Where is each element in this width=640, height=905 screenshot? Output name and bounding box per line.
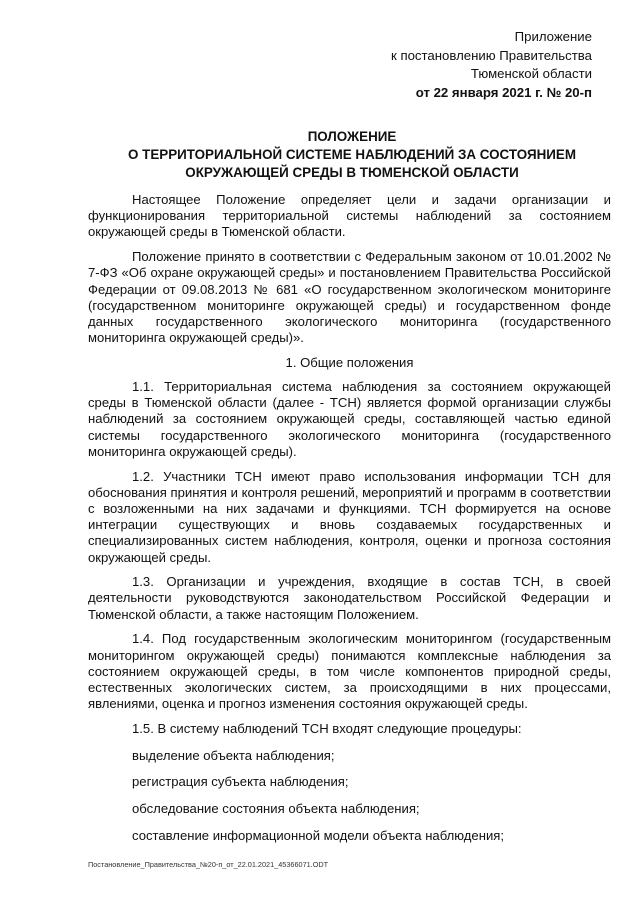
paragraph-1-1: 1.1. Территориальная система наблюдения за состоянием окружающей среды в Тюменской области (далее - ТСН) является формой организации службы наблюдений за состоянием окружающей среды, составляющей частью единой системы государственного экологического мониторинга (государственного мониторинга окружающей среды). [88,379,611,459]
appendix-date-number: от 22 января 2021 г. № 20-п [415,84,592,100]
list-item: обследование состояния объекта наблюдения; [132,801,420,816]
appendix-header [332,28,592,102]
appendix-line-2: к постановлению Правительства [391,47,592,63]
list-item: выделение объекта наблюдения; [132,747,335,763]
list-item: составление информационной модели объекта наблюдения; [132,827,504,843]
paragraph-1-4: 1.4. Под государственным экологическим мониторингом (государственным мониторингом окружающей среды) понимаются комплексные наблюдения за состоянием окружающей среды, в том числе компонентов природной среды, естественных экологических систем, за происходящими в них процессами, явлениями, оценка и прогноз изменения состояния окружающей среды. [88,631,611,712]
paragraph-1-2: 1.2. Участники ТСН имеют право использования информации ТСН для обоснования принятия и контроля решений, мероприятий и программ в соответствии с возложенными на них задачами и функциями. ТСН формируется на основе интеграции существующих и вновь создаваемых государственных и специализированных систем наблюдения, контроля, оценки и прогноза состояния окружающей среды. [88,468,611,565]
document-title [88,128,616,182]
paragraph-intro-1: Настоящее Положение определяет цели и задачи организации и функционирования территориальной системы наблюдений за состоянием окружающей среды в Тюменской области. [88,192,611,240]
paragraph-intro-2: Положение принято в соответствии с Федеральным законом от 10.01.2002 № 7-ФЗ «Об охране окружающей среды» и постановлением Правительства Российской Федерации от 09.08.2013 № 681 «О государственном экологическом мониторинге (государственном мониторинге окружающей среды) и государственном фонде данных государственного экологического мониторинга (государственного мониторинга окружающей среды)». [88,249,611,346]
title-line-1: ПОЛОЖЕНИЕ [307,129,397,144]
title-line-2: О ТЕРРИТОРИАЛЬНОЙ СИСТЕМЕ НАБЛЮДЕНИЙ ЗА СОСТОЯНИЕМ [128,147,576,162]
file-name-footer: Постановление_Правительства_№20-п_от_22.01.2021_45366071.ODT [88,860,329,869]
list-item: регистрация субъекта наблюдения; [132,774,349,790]
title-line-3: ОКРУЖАЮЩЕЙ СРЕДЫ В ТЮМЕНСКОЙ ОБЛАСТИ [185,165,519,180]
paragraph-1-3: 1.3. Организации и учреждения, входящие в состав ТСН, в своей деятельности руководствуются законодательством Российской Федерации и Тюменской области, а также настоящим Положением. [88,574,611,622]
paragraph-1-5: 1.5. В систему наблюдений ТСН входят следующие процедуры: [132,720,522,736]
document-body [88,192,611,854]
appendix-line-3: Тюменской области [470,66,592,81]
section-heading-1: 1. Общие положения [285,354,414,370]
appendix-line-1: Приложение [514,29,592,44]
